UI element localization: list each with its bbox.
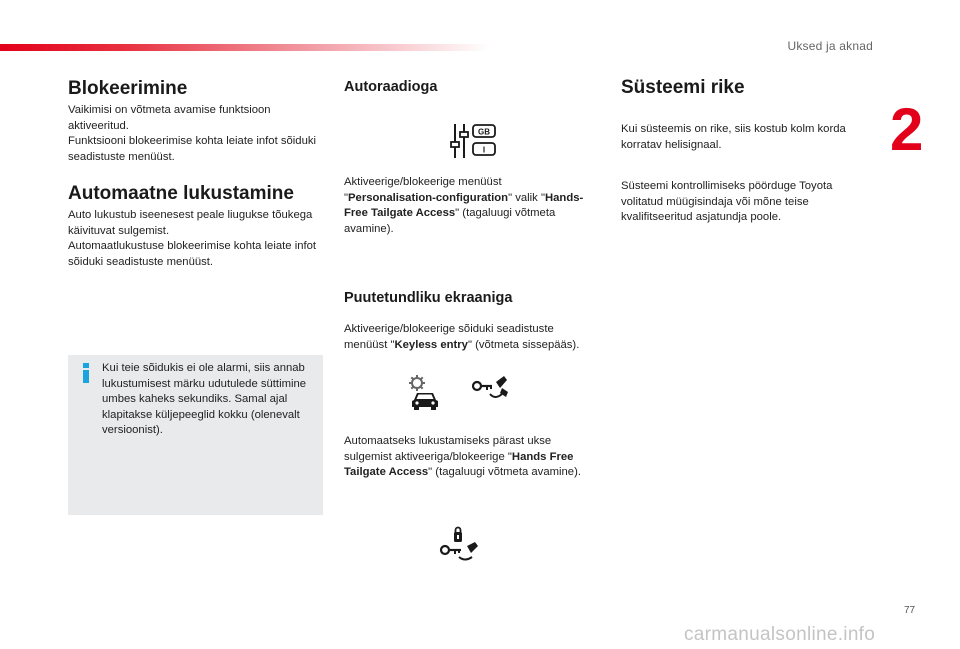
info-box [68,355,323,515]
radio-icon-label-top: GB [478,127,490,137]
watermark: carmanualsonline.info [684,624,876,645]
car-settings-icon [408,374,442,410]
paragraph-fault-signal: Kui süsteemis on rike, siis kostub kolm korda korratav helisignaal. [621,123,846,151]
paragraph-block-info: Funktsiooni blokeerimise kohta leiate infot sõiduki seadistuste menüüst. [68,135,317,163]
chapter-number: 2 [890,96,924,163]
info-icon [78,363,94,383]
heading-susteemi-rike: Süsteemi rike [621,77,745,98]
heading-autoraadioga: Autoraadioga [344,79,438,95]
header-accent-bar [0,44,490,51]
paragraph-auto-lock: Auto lukustub iseenesest peale liugukse tõukega käivituvat sulgemist. [68,209,313,237]
page-number: 77 [904,605,916,616]
paragraph-radio-activation: Aktiveerige/blokeerige menüüst "Personalisation-configuration" valik "Hands-Free Tailgate Access" (tagaluugi võtmeta avamine). [344,176,584,235]
paragraph-auto-lock-block: Automaatlukustuse blokeerimise kohta leiate infot sõiduki seadistuste menüüst. [68,240,317,268]
keyless-entry-icon [470,374,510,402]
heading-blokeerimine: Blokeerimine [68,78,188,99]
heading-puutetundliku-ekraaniga: Puutetundliku ekraaniga [344,290,513,306]
paragraph-auto-lock-activation: Automaatseks lukustamiseks pärast ukse sulgemist aktiveeriga/blokeerige "Hands Free Tailgate Access" (tagaluugi võtmeta avamine). [344,435,581,479]
heading-automaatne-lukustamine: Automaatne lukustamine [68,183,294,204]
radio-settings-icon [450,122,500,160]
radio-icon-label-bottom: I [482,145,486,155]
paragraph-touchscreen-activation: Aktiveerige/blokeerige sõiduki seadistuste menüüst "Keyless entry" (võtmeta sissepääs). [344,323,580,351]
paragraph-contact-dealer: Süsteemi kontrollimiseks pöörduge Toyota volitatud müügisindaja või mõne teise kvalifitseeritud asjatundja poole. [621,180,833,224]
tailgate-lock-icon [439,526,481,562]
paragraph-default-enabled: Vaikimisi on võtmeta avamise funktsioon aktiveeritud. [68,104,271,132]
chapter-title: Uksed ja aknad [787,39,873,53]
info-text: Kui teie sõidukis ei ole alarmi, siis annab lukustumisest märku udutulede süttimine umbes kaheks sekundiks. Samal ajal klapitakse küljepeeglid kokku (olenevalt versioonist). [102,362,307,437]
